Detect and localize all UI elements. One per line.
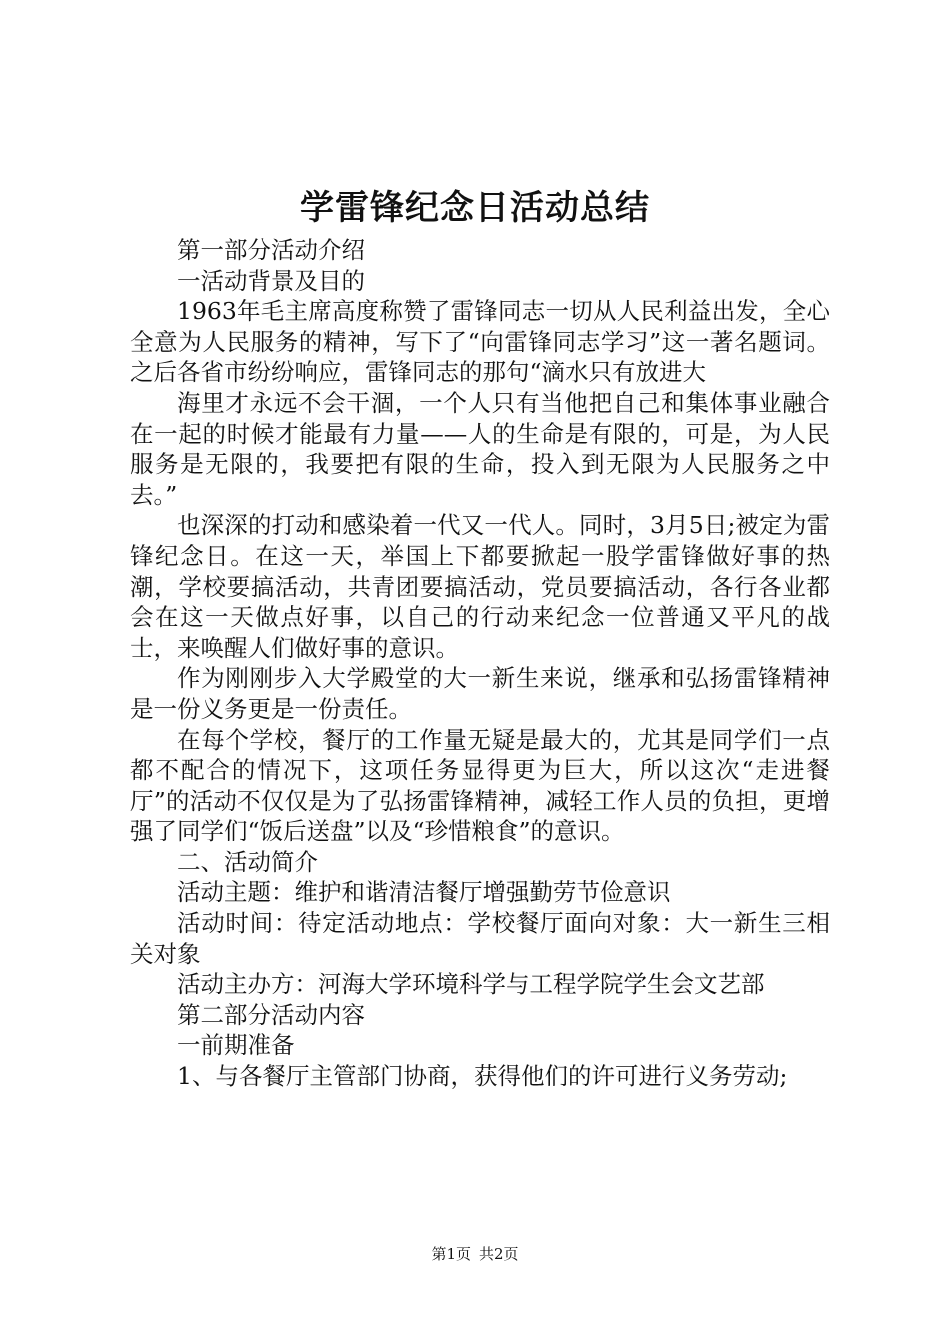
subsection-heading: 一前期准备: [177, 1031, 295, 1060]
paragraph: 也深深的打动和感染着一代又一代人。同时，3月5日;被定为雷锋纪念日。在这一天，举国上下都要掀起一股学雷锋做好事的热潮，学校要搞活动，共青团要搞活动，党员要搞活动，各行各业都会在这一天做点好事，以自己的行动来纪念一位普通又平凡的战士，来唤醒人们做好事的意识。: [130, 511, 830, 662]
paragraph: 在每个学校，餐厅的工作量无疑是最大的，尤其是同学们一点都不配合的情况下，这项任务显得更为巨大，所以这次“走进餐厅”的活动不仅仅是为了弘扬雷锋精神，减轻工作人员的负担，更增强了同学们“饭后送盘”以及“珍惜粮食”的意识。: [130, 725, 830, 846]
document-body: [130, 235, 830, 1092]
paragraph: 活动主题：维护和谐清洁餐厅增强勤劳节俭意识: [177, 878, 671, 907]
page-total: 共2页: [479, 1245, 519, 1263]
page-number: 第1页: [431, 1245, 471, 1263]
paragraph: 海里才永远不会干涸，一个人只有当他把自己和集体事业融合在一起的时候才能最有力量——人的生命是有限的，可是，为人民服务是无限的，我要把有限的生命，投入到无限为人民服务之中去。”: [130, 388, 830, 509]
paragraph: 1963年毛主席高度称赞了雷锋同志一切从人民利益出发，全心全意为人民服务的精神，写下了“向雷锋同志学习”这一著名题词。之后各省市纷纷响应，雷锋同志的那句“滴水只有放进大: [130, 297, 830, 387]
paragraph: 作为刚刚步入大学殿堂的大一新生来说，继承和弘扬雷锋精神是一份义务更是一份责任。: [130, 664, 830, 723]
paragraph: 1、与各餐厅主管部门协商，获得他们的许可进行义务劳动;: [177, 1062, 788, 1091]
document-title: 学雷锋纪念日活动总结: [300, 188, 650, 228]
subsection-heading: 一活动背景及目的: [177, 266, 365, 295]
page-footer: [0, 1244, 950, 1264]
paragraph: 活动时间：待定活动地点：学校餐厅面向对象：大一新生三相关对象: [130, 909, 830, 968]
paragraph: 活动主办方：河海大学环境科学与工程学院学生会文艺部: [177, 970, 765, 999]
subsection-heading: 二、活动简介: [177, 847, 318, 876]
section-heading: 第一部分活动介绍: [177, 236, 365, 264]
section-heading: 第二部分活动内容: [177, 1000, 365, 1029]
